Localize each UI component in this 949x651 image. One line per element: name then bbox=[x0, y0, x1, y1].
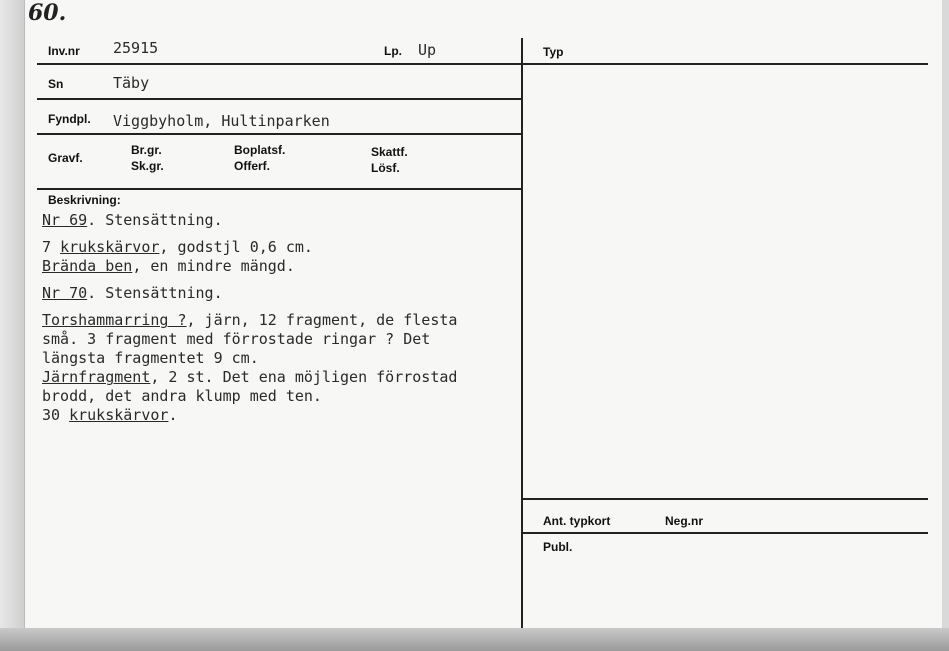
gravf-label: Gravf. bbox=[48, 151, 83, 165]
description-prefix: 30 bbox=[42, 406, 70, 424]
description-text-segment: , godstjl 0,6 cm. bbox=[159, 238, 313, 256]
description-line bbox=[42, 284, 457, 303]
card-number: 60. bbox=[28, 0, 67, 26]
inv-nr-label: Inv.nr bbox=[48, 44, 80, 58]
description-line bbox=[42, 387, 457, 406]
sn-value: Täby bbox=[113, 74, 150, 92]
description-underlined-term: krukskärvor bbox=[60, 238, 160, 256]
beskrivning-label: Beskrivning: bbox=[48, 193, 121, 207]
column-divider bbox=[521, 38, 523, 628]
typ-label: Typ bbox=[543, 45, 564, 59]
description-text-segment: . Stensättning. bbox=[87, 211, 223, 229]
description-text-segment: brodd, det andra klump med ten. bbox=[42, 387, 322, 405]
description-line bbox=[42, 211, 457, 230]
description-text-segment: , en mindre mängd. bbox=[132, 257, 295, 275]
boplatsf-label: Boplatsf. bbox=[234, 143, 286, 157]
losf-label: Lösf. bbox=[371, 161, 400, 175]
description-line bbox=[42, 349, 457, 368]
description-line bbox=[42, 311, 457, 330]
publ-label: Publ. bbox=[543, 540, 573, 554]
description-line bbox=[42, 406, 457, 425]
description-gap bbox=[42, 303, 457, 311]
description-text-segment: . Stensättning. bbox=[87, 284, 223, 302]
description-line bbox=[42, 368, 457, 387]
divider bbox=[37, 188, 522, 190]
divider bbox=[37, 98, 522, 100]
description-line bbox=[42, 330, 457, 349]
divider bbox=[37, 133, 522, 135]
sk-gr-label: Sk.gr. bbox=[131, 159, 164, 173]
description-gap bbox=[42, 276, 457, 284]
description-underlined-term: Torshammarring ? bbox=[42, 311, 187, 329]
neg-nr-label: Neg.nr bbox=[665, 514, 704, 528]
fyndpl-label: Fyndpl. bbox=[48, 112, 91, 126]
description-text-segment: , 2 st. Det ena möjligen förrostad bbox=[150, 368, 458, 386]
ant-typkort-label: Ant. typkort bbox=[543, 514, 611, 528]
description-prefix: 7 bbox=[42, 238, 61, 256]
description-line bbox=[42, 257, 457, 276]
description-underlined-term: Nr 70 bbox=[42, 284, 88, 302]
fyndpl-value: Viggbyholm, Hultinparken bbox=[113, 112, 330, 130]
description-text-segment: längsta fragmentet 9 cm. bbox=[42, 349, 259, 367]
inv-nr-value: 25915 bbox=[113, 39, 159, 57]
description-text-segment: . bbox=[168, 406, 178, 424]
description-gap bbox=[42, 230, 457, 238]
sn-label: Sn bbox=[48, 77, 64, 91]
divider bbox=[523, 63, 928, 65]
description-underlined-term: Järnfragment bbox=[42, 368, 151, 386]
description-line bbox=[42, 238, 457, 257]
background-edge-bottom bbox=[0, 628, 949, 651]
description-underlined-term: krukskärvor bbox=[69, 406, 169, 424]
divider bbox=[523, 498, 928, 500]
br-gr-label: Br.gr. bbox=[131, 143, 162, 157]
description-text-segment: , järn, 12 fragment, de flesta bbox=[186, 311, 458, 329]
description-text bbox=[42, 211, 457, 425]
divider bbox=[523, 532, 928, 534]
lp-label: Lp. bbox=[384, 44, 402, 58]
divider bbox=[37, 63, 522, 65]
description-underlined-term: Nr 69 bbox=[42, 211, 88, 229]
lp-value: Up bbox=[418, 41, 437, 59]
background-edge bbox=[0, 0, 24, 651]
description-text-segment: små. 3 fragment med förrostade ringar ? Det bbox=[42, 330, 431, 348]
skattf-label: Skattf. bbox=[371, 145, 408, 159]
description-underlined-term: Brända ben bbox=[42, 257, 133, 275]
offerf-label: Offerf. bbox=[234, 159, 270, 173]
